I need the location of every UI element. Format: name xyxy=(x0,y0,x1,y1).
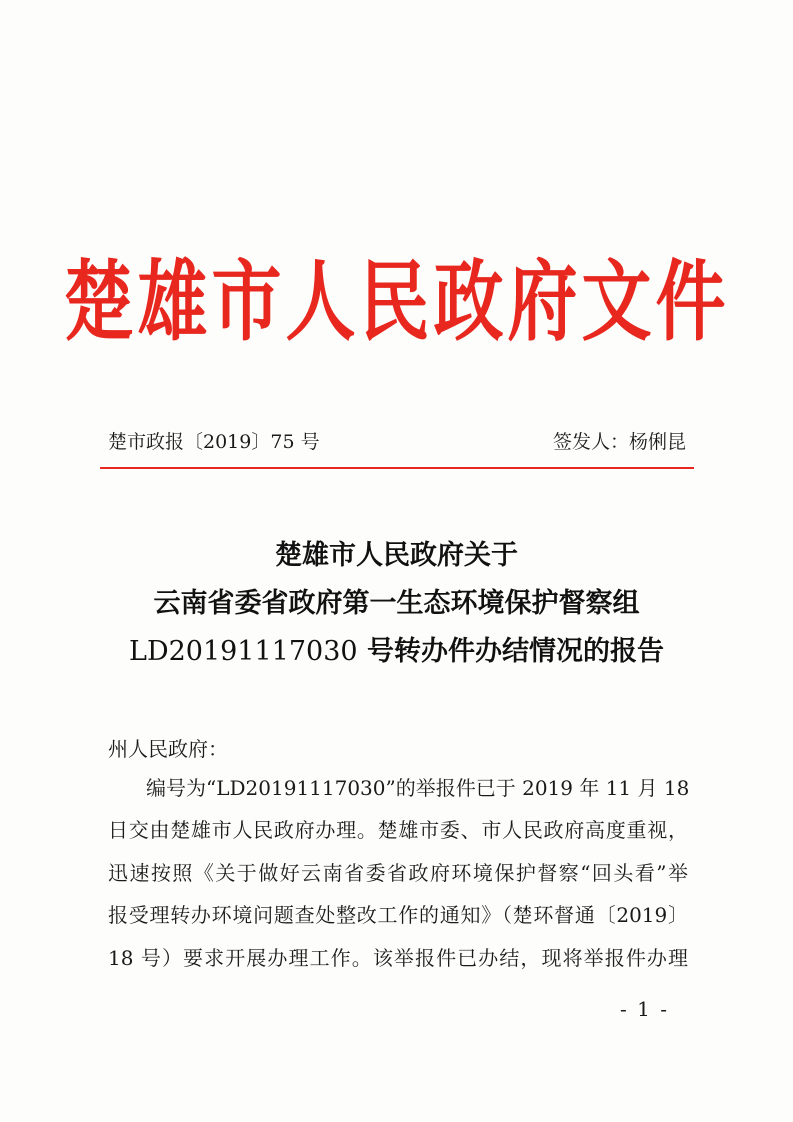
document-number: 楚市政报〔2019〕75 号 xyxy=(108,431,320,453)
report-title xyxy=(40,532,753,676)
body-paragraph xyxy=(108,767,688,979)
red-divider-line xyxy=(100,467,694,469)
salutation: 州人民政府： xyxy=(108,737,228,761)
title-line-3 xyxy=(40,628,753,676)
title-line-1: 楚雄市人民政府关于 xyxy=(275,540,518,571)
body-line: 报受理转办环境问题查处整改工作的通知》（楚环督通〔2019〕 xyxy=(108,903,688,928)
signer: 签发人：杨俐昆 xyxy=(552,431,686,453)
masthead-title: 楚雄市人民政府文件 xyxy=(63,250,730,353)
body-line: 迅速按照《关于做好云南省委省政府环境保护督察“回头看”举 xyxy=(108,860,688,885)
body-line: 编号为“LD20191117030”的举报件已于 2019 年 11 月 18 xyxy=(146,776,690,800)
title-case-code: LD20191117030 xyxy=(129,636,358,667)
document-meta-row xyxy=(108,427,686,457)
body-line: 日交由楚雄市人民政府办理。楚雄市委、市人民政府高度重视， xyxy=(108,818,688,843)
body-line: 18 号）要求开展办理工作。该举报件已办结，现将举报件办理 xyxy=(108,945,688,970)
title-line-3-text: 号转办件办结情况的报告 xyxy=(357,636,664,667)
title-line-2: 云南省委省政府第一生态环境保护督察组 xyxy=(153,588,640,619)
page-number: - 1 - xyxy=(620,997,669,1021)
